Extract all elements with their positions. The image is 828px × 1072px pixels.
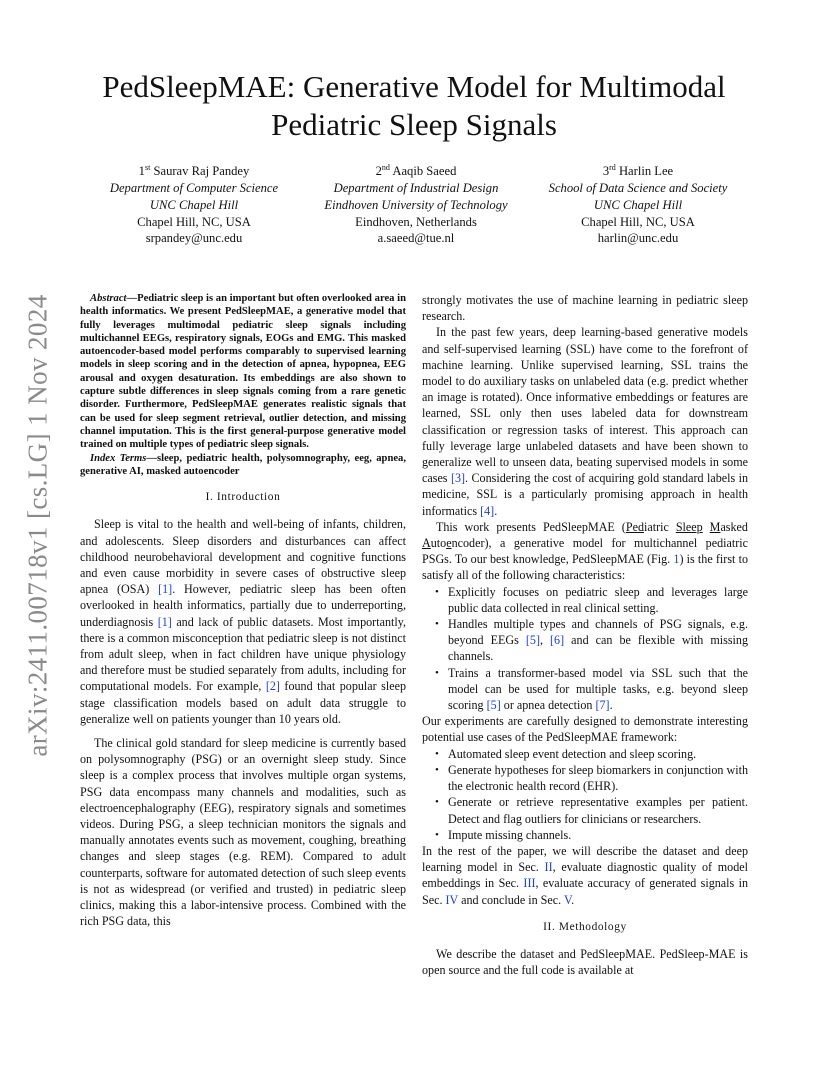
arxiv-stamp: arXiv:2411.00718v1 [cs.LG] 1 Nov 2024 (22, 293, 53, 757)
author-3: 3rd Harlin Lee School of Data Science and Society UNC Chapel Hill Chapel Hill, NC, USA harlin@unc.edu (528, 160, 748, 247)
left-column (80, 292, 406, 929)
section-heading-introduction: I. Introduction (205, 491, 281, 504)
author-name: Saurav Raj Pandey (153, 164, 250, 179)
author-dept: Department of Computer Science (109, 180, 279, 195)
section-heading-methodology: II. Methodology (543, 920, 627, 933)
section-link[interactable]: II (544, 860, 553, 875)
citation-link[interactable]: [7] (595, 698, 610, 713)
abstract: Abstract—Pediatric sleep is an important but often overlooked area in health informatics. We present PedSleepMAE, a generative model that fully leverages multimodal pediatric sleep signals including multichannel EEGs, respiratory signals, EOGs and EMG. This masked autoencoder-based model performs comparably to supervised learning models in sleep scoring and in the detection of apnea, hypopnea, EEG arousal and oxygen desaturation. Its embeddings are also shown to capture subtle differences in sleep signals coming from a rare genetic disorder. Furthermore, PedSleepMAE generates realistic signals that can be used for sleep segment retrieval, outlier detection, and missing channel imputation. This is the first general-purpose generative model trained on multiple types of pediatric sleep signals. (80, 293, 406, 451)
list-item: • Generate hypotheses for sleep biomarkers in conjunction with the electronic health record (EHR). (422, 762, 748, 794)
intro-paragraph-2: The clinical gold standard for sleep medicine is currently based on polysomnography (PSG) or an overnight sleep study. Since sleep is a complex process that involves multiple organ systems, PSG data encompass many channels and modalities, such as electroencephalography (EEG), respiratory signals and sometimes videos. During PSG, a sleep technician monitors the signals and manually annotates events such as movement, coughing, breathing changes and sleep stages (e.g. REM). Compared to adult counterparts, software for automated detection of such sleep events is not as widespread (or verified and trusted) in pediatric sleep clinics, making this a labor-intensive process. Combined with the rich PSG data, this (80, 736, 406, 929)
right-column (422, 292, 748, 978)
citation-link[interactable]: [6] (550, 633, 565, 648)
paper-outline: In the rest of the paper, we will describe the dataset and deep learning model in Sec. II, evaluate diagnostic quality of model embeddings in Sec. III, evaluate accuracy of generated signals in Sec. IV and conclude in Sec. V. (422, 843, 749, 907)
list-item: • Explicitly focuses on pediatric sleep and leverages large public data collected in real clinical setting. (422, 584, 748, 616)
figure-link[interactable]: 1 (673, 552, 680, 567)
characteristics-list (422, 584, 748, 714)
citation-link[interactable]: [1] (157, 614, 172, 629)
author-email: harlin@unc.edu (597, 231, 679, 246)
index-terms: Index Terms—sleep, pediatric health, polysomnography, eeg, apnea, generative AI, masked autoencoder (80, 452, 406, 477)
intro-paragraph-3: In the past few years, deep learning-based generative models and self-supervised learning (SSL) have come to the forefront of machine learning. Unlike supervised learning, SSL trains the model to do auxiliary tasks on unlabeled data (e.g. predict whether an image is rotated). Once informative embeddings or features are learned, SSL only then uses labeled data for downstream classification or regression tasks of interest. This approach can fully leverage large unlabeled datasets and have been shown to generalize well to unseen data, beating supervised models in some cases [3]. Considering the cost of acquiring gold standard labels in medicine, SSL is a particularly promising approach in health informatics [4]. (422, 325, 748, 518)
list-item: • Impute missing channels. (422, 827, 748, 843)
author-name: Harlin Lee (618, 164, 674, 179)
list-item: • Handles multiple types and channels of PSG signals, e.g. beyond EEGs [5], [6] and can be flexible with missing channels. (422, 616, 748, 665)
methodology-paragraph-1: We describe the dataset and PedSleepMAE. PedSleep-MAE is open source and the full code is available at (422, 946, 748, 978)
intro-paragraph-4: This work presents PedSleepMAE (Pediatric Sleep Masked Autoencoder), a generative model for multichannel pediatric PSGs. To our best knowledge, PedSleepMAE (Fig. 1) is the first to satisfy all of the following characteristics: (422, 519, 748, 583)
use-cases-list (422, 746, 748, 843)
list-item: • Automated sleep event detection and sleep scoring. (422, 746, 748, 762)
section-link[interactable]: IV (445, 892, 459, 907)
paper-title: PedSleepMAE: Generative Model for Multimodal Pediatric Sleep Signals (102, 69, 726, 142)
author-inst: UNC Chapel Hill (149, 197, 239, 212)
citation-link[interactable]: [5] (525, 633, 540, 648)
author-email: a.saeed@tue.nl (377, 231, 455, 246)
citation-link[interactable]: [2] (265, 679, 280, 694)
use-cases-intro: Our experiments are carefully designed to demonstrate interesting potential use cases of the PedSleepMAE framework: (422, 714, 748, 745)
author-location: Eindhoven, Netherlands (355, 214, 477, 229)
intro-paragraph-1: Sleep is vital to the health and well-being of infants, children, and adolescents. Sleep disorders and disturbances can affect childhood neurobehavioral development and cognitive functions and even cause morbidity in severe cases of obstructive sleep apnea (OSA) [1]. However, pediatric sleep has been often overlooked in health informatics, partially due to underreporting, underdiagnosis [1] and lack of public datasets. Most importantly, there is a common misconception that pediatric sleep is not distinct from adult sleep, when in fact children have unique physiology and therefore must be studied separately from adults, including for computational models. For example, [2] found that popular sleep stage classification models based on adult data struggle to generalize well on patients younger than 10 years old. (80, 517, 406, 726)
citation-link[interactable]: [1] (158, 582, 173, 597)
author-location: Chapel Hill, NC, USA (581, 214, 695, 229)
list-item: • Trains a transformer-based model via SSL such that the model can be used for multiple tasks, e.g. beyond sleep scoring [5] or apnea detection [7]. (422, 665, 748, 714)
author-location: Chapel Hill, NC, USA (137, 214, 251, 229)
author-inst: Eindhoven University of Technology (324, 197, 508, 212)
author-block (84, 160, 748, 247)
author-1: 1st Saurav Raj Pandey Department of Computer Science UNC Chapel Hill Chapel Hill, NC, USA srpandey@unc.edu (84, 160, 304, 247)
section-link[interactable]: V (563, 892, 572, 907)
author-dept: School of Data Science and Society (548, 180, 728, 195)
author-2: 2nd Aaqib Saeed Department of Industrial Design Eindhoven University of Technology Eindhoven, Netherlands a.saeed@tue.nl (306, 160, 526, 247)
citation-link[interactable]: [3] (450, 471, 466, 486)
author-email: srpandey@unc.edu (145, 231, 243, 246)
author-name: Aaqib Saeed (392, 164, 457, 179)
citation-link[interactable]: [4] (480, 503, 495, 518)
list-item: • Generate or retrieve representative examples per patient. Detect and flag outliers for clinicians or researchers. (422, 794, 748, 826)
citation-link[interactable]: [5] (486, 698, 501, 713)
intro-paragraph-continued: strongly motivates the use of machine learning in pediatric sleep research. (422, 293, 748, 324)
section-link[interactable]: III (523, 876, 536, 891)
author-inst: UNC Chapel Hill (593, 197, 683, 212)
author-dept: Department of Industrial Design (333, 180, 499, 195)
